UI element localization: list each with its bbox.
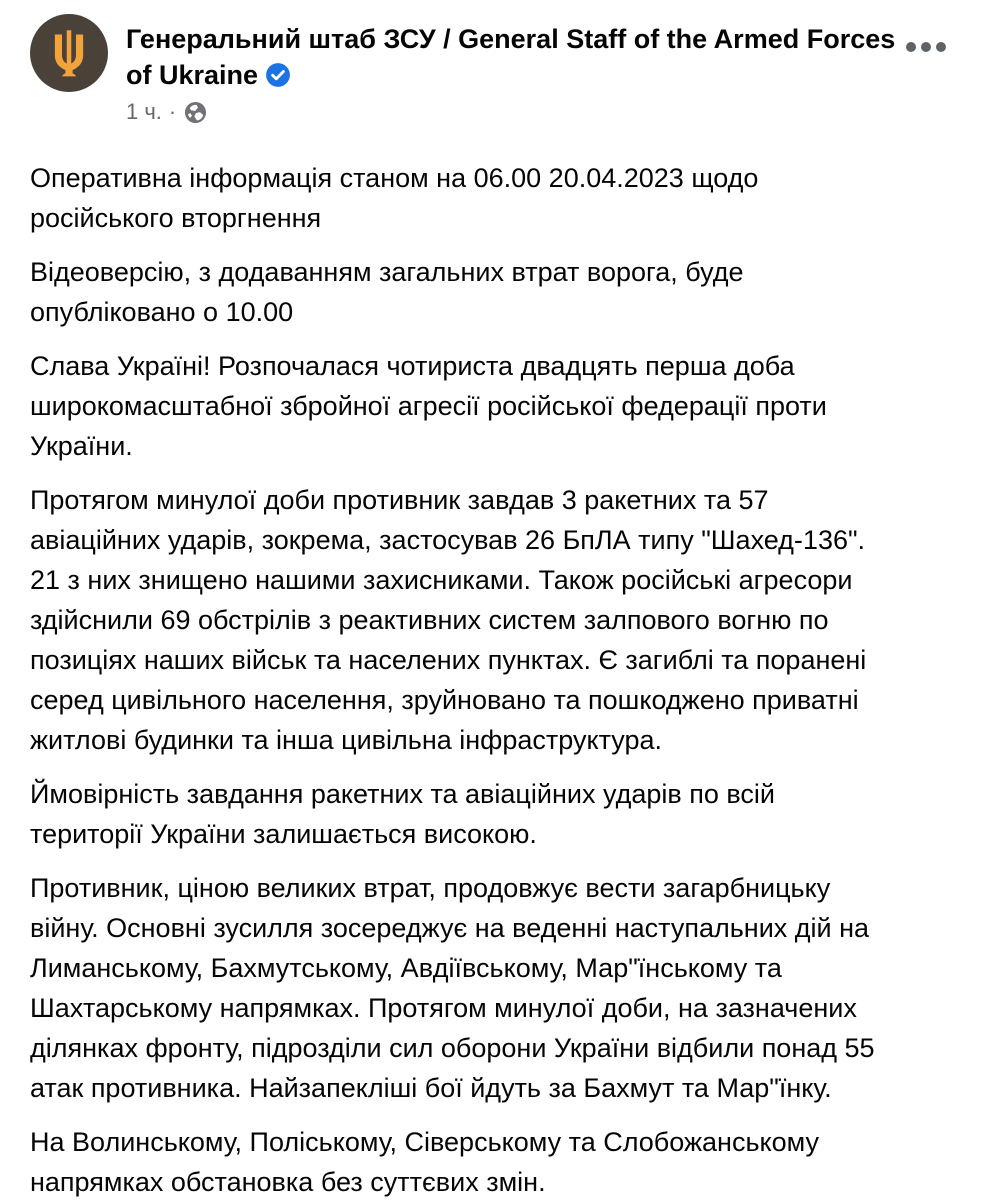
post-text-line: атак противника. Найзапекліші бої йдуть за Бахмут та Мар"їнку. bbox=[30, 1073, 832, 1103]
more-options-icon bbox=[906, 42, 916, 52]
post-text-line: ділянках фронту, підрозділи сил оборони України відбили понад 55 bbox=[30, 1033, 875, 1063]
post-text-line: опубліковано о 10.00 bbox=[30, 297, 294, 327]
page-name-text: Генеральний штаб ЗСУ / General Staff of the Armed Forces of Ukraine bbox=[126, 24, 896, 90]
post-text-line: території України залишається високою. bbox=[30, 819, 537, 849]
post-text-line: війну. Основні зусилля зосереджує на веденні наступальних дій на bbox=[30, 913, 870, 943]
post-header bbox=[30, 14, 956, 126]
header-texts bbox=[126, 14, 904, 126]
post-paragraph bbox=[30, 346, 956, 466]
post-text-line: Противник, ціною великих втрат, продовжує вести загарбницьку bbox=[30, 873, 831, 903]
post-text-line: серед цивільного населення, зруйновано та пошкоджено приватні bbox=[30, 685, 859, 715]
post-text-line: 21 з них знищено нашими захисниками. Також російські агресори bbox=[30, 565, 853, 595]
post-text-line: Лиманському, Бахмутському, Авдіївському, Мар"їнському та bbox=[30, 953, 782, 983]
post-meta bbox=[126, 98, 904, 126]
post-text-line: Оперативна інформація станом на 06.00 20.04.2023 щодо bbox=[30, 163, 759, 193]
post-text-line: авіаційних ударів, зокрема, застосував 26 БпЛА типу "Шахед-136". bbox=[30, 525, 866, 555]
post-text-line: Слава Україні! Розпочалася чотириста двадцять перша доба bbox=[30, 351, 795, 381]
timestamp-link[interactable]: 1 ч. bbox=[126, 99, 162, 124]
post-text-line: житлові будинки та інша цивільна інфраструктура. bbox=[30, 725, 663, 755]
trident-emblem-icon bbox=[49, 27, 89, 79]
page-avatar[interactable] bbox=[30, 14, 108, 92]
public-globe-icon bbox=[184, 101, 207, 124]
post-text-line: позиціях наших військ та населених пунктах. Є загиблі та поранені bbox=[30, 645, 867, 675]
meta-separator: · bbox=[168, 99, 177, 124]
post-text-line: Відеоверсію, з додаванням загальних втрат ворога, буде bbox=[30, 257, 744, 287]
post-paragraph bbox=[30, 868, 956, 1108]
post-paragraph bbox=[30, 158, 956, 238]
post-text-line: широкомасштабної збройної агресії російської федерації проти bbox=[30, 391, 827, 421]
more-options-button[interactable] bbox=[898, 34, 954, 60]
post-text-line: Протягом минулої доби противник завдав 3 ракетних та 57 bbox=[30, 485, 769, 515]
post-paragraph bbox=[30, 252, 956, 332]
page-name-link[interactable] bbox=[126, 21, 904, 93]
post-text-line: напрямках обстановка без суттєвих змін. bbox=[30, 1167, 546, 1197]
post-text-line: Шахтарському напрямках. Протягом минулої доби, на зазначених bbox=[30, 993, 857, 1023]
post-text bbox=[30, 158, 956, 1202]
post-paragraph bbox=[30, 480, 956, 760]
post-text-line: Ймовірність завдання ракетних та авіаційних ударів по всій bbox=[30, 779, 775, 809]
verified-badge-icon bbox=[265, 61, 291, 87]
post-text-line: України. bbox=[30, 431, 133, 461]
post-paragraph bbox=[30, 1122, 956, 1202]
post-text-line: здійснили 69 обстрілів з реактивних систем залпового вогню по bbox=[30, 605, 829, 635]
post-text-line: На Волинському, Поліському, Сіверському та Слобожанському bbox=[30, 1127, 820, 1157]
post-text-line: російського вторгнення bbox=[30, 203, 322, 233]
post-paragraph bbox=[30, 774, 956, 854]
